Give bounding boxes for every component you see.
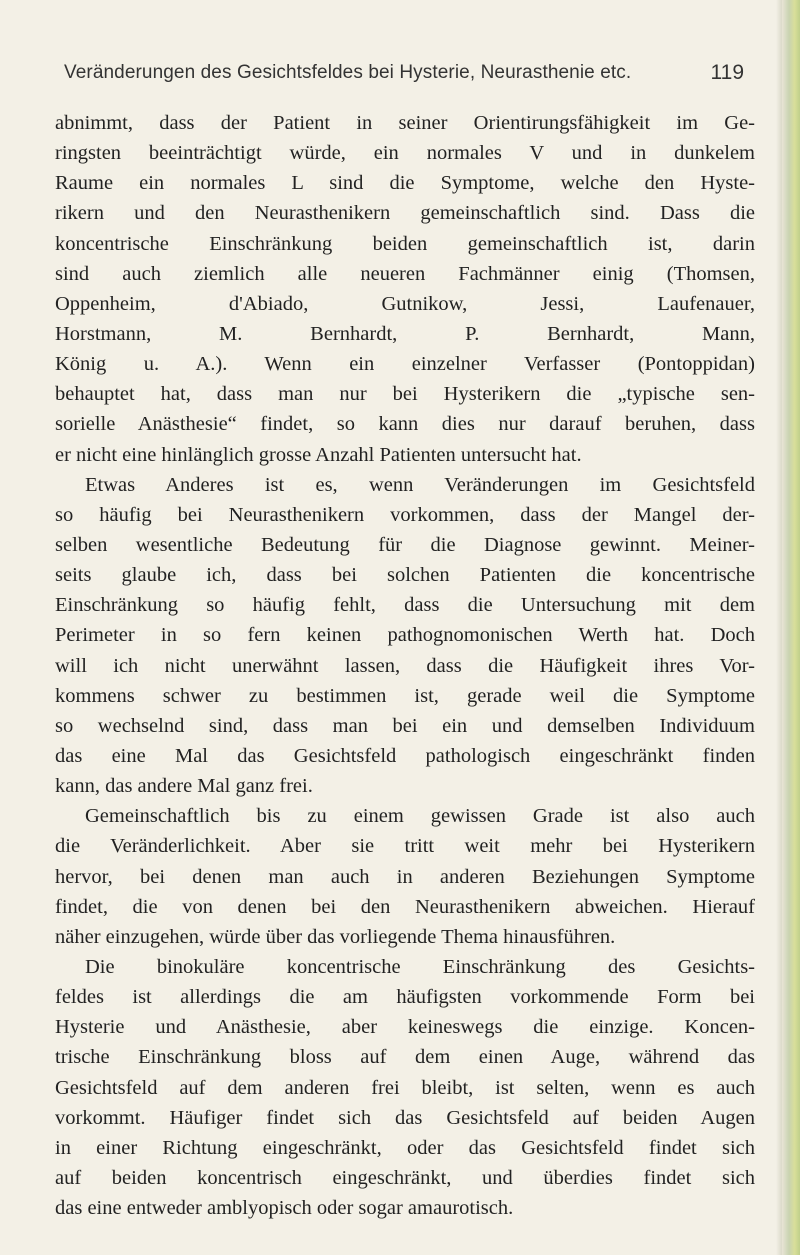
text-line: kommens schwer zu bestimmen ist, gerade weil die Symptome <box>55 684 755 707</box>
text-line: das eine Mal das Gesichtsfeld pathologisch eingeschränkt finden <box>55 744 755 767</box>
text-line: Gesichtsfeld auf dem anderen frei bleibt, ist selten, wenn es auch <box>55 1076 755 1099</box>
text-line: feldes ist allerdings die am häufigsten vorkommende Form bei <box>55 986 755 1009</box>
text-line: vorkommt. Häufiger findet sich das Gesichtsfeld auf beiden Augen <box>55 1106 755 1129</box>
text-line: rikern und den Neurasthenikern gemeinschaftlich sind. Dass die <box>55 202 755 225</box>
text-line: selben wesentliche Bedeutung für die Diagnose gewinnt. Meiner- <box>55 533 755 556</box>
text-line: die Veränderlichkeit. Aber sie tritt weit mehr bei Hysterikern <box>55 835 755 858</box>
text-line: sind auch ziemlich alle neueren Fachmänner einig (Thomsen, <box>55 262 755 285</box>
running-header <box>64 62 744 94</box>
text-line: trische Einschränkung bloss auf dem einen Auge, während das <box>55 1046 755 1069</box>
text-line: auf beiden koncentrisch eingeschränkt, und überdies findet sich <box>55 1166 755 1189</box>
text-line: er nicht eine hinlänglich grosse Anzahl Patienten untersucht hat. <box>55 443 582 466</box>
text-line: Horstmann, M. Bernhardt, P. Bernhardt, Mann, <box>55 322 755 345</box>
text-line: kann, das andere Mal ganz frei. <box>55 775 313 798</box>
body-text <box>55 108 755 1223</box>
text-line: Raume ein normales L sind die Symptome, welche den Hyste- <box>55 172 755 195</box>
running-header-title: Veränderungen des Gesichtsfeldes bei Hysterie, Neurasthenie etc. <box>64 62 632 83</box>
text-line: abnimmt, dass der Patient in seiner Orientirungsfähigkeit im Ge- <box>55 112 755 134</box>
text-line: Die binokuläre koncentrische Einschränkung des Gesichts- <box>85 955 755 978</box>
text-line: hervor, bei denen man auch in anderen Beziehungen Symptome <box>55 865 755 888</box>
text-line: will ich nicht unerwähnt lassen, dass die Häufigkeit ihres Vor- <box>55 654 755 677</box>
text-line: sorielle Anästhesie“ findet, so kann dies nur darauf beruhen, dass <box>55 413 755 436</box>
text-line: seits glaube ich, dass bei solchen Patienten die koncentrische <box>55 564 755 587</box>
text-line: König u. A.). Wenn ein einzelner Verfasser (Pontoppidan) <box>55 353 755 376</box>
text-line: Perimeter in so fern keinen pathognomonischen Werth hat. Doch <box>55 624 755 647</box>
text-line: in einer Richtung eingeschränkt, oder das Gesichtsfeld findet sich <box>55 1136 755 1159</box>
text-line: behauptet hat, dass man nur bei Hysterikern die „typische sen- <box>55 383 755 406</box>
text-line: koncentrische Einschränkung beiden gemeinschaftlich ist, darin <box>55 232 755 255</box>
text-line: Einschränkung so häufig fehlt, dass die Untersuchung mit dem <box>55 594 755 617</box>
page-number: 119 <box>710 61 744 84</box>
text-line: Oppenheim, d'Abiado, Gutnikow, Jessi, Laufenauer, <box>55 292 755 315</box>
text-line: findet, die von denen bei den Neurasthenikern abweichen. Hierauf <box>55 895 755 918</box>
text-line: das eine entweder amblyopisch oder sogar amaurotisch. <box>55 1197 514 1220</box>
text-line: Hysterie und Anästhesie, aber keineswegs die einzige. Koncen- <box>55 1016 755 1039</box>
text-line: so wechselnd sind, dass man bei ein und demselben Individuum <box>55 714 755 737</box>
text-line: ringsten beeinträchtigt würde, ein normales V und in dunkelem <box>55 142 755 165</box>
text-line: Gemeinschaftlich bis zu einem gewissen Grade ist also auch <box>85 805 755 828</box>
text-line: näher einzugehen, würde über das vorliegende Thema hinausführen. <box>55 925 616 948</box>
text-line: Etwas Anderes ist es, wenn Veränderungen im Gesichtsfeld <box>85 473 755 496</box>
page-edge <box>782 0 800 1255</box>
text-line: so häufig bei Neurasthenikern vorkommen, dass der Mangel der- <box>55 503 755 526</box>
